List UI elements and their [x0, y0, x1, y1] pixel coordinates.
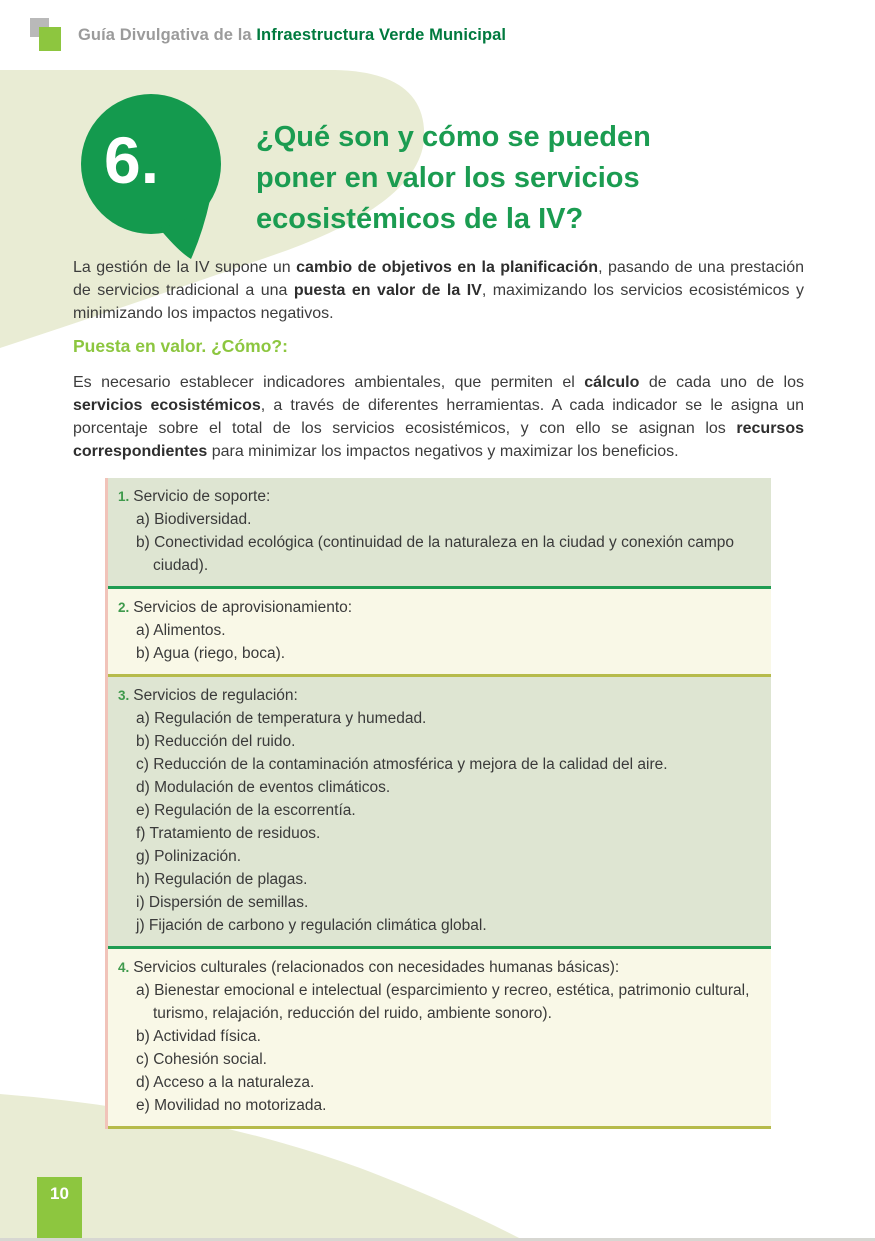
section-number: 2.	[118, 600, 130, 615]
section-title	[118, 596, 757, 619]
service-item: e) Regulación de la escorrentía.	[136, 802, 356, 819]
guide-title-prefix: Guía Divulgativa de la	[78, 25, 257, 44]
subheading-puesta-en-valor: Puesta en valor. ¿Cómo?:	[73, 336, 288, 356]
service-item: i) Dispersión de semillas.	[136, 894, 309, 911]
section-number: 3.	[118, 688, 130, 703]
service-item: e) Movilidad no motorizada.	[136, 1097, 327, 1114]
section-number: 1.	[118, 489, 130, 504]
chapter-title-line-1: ¿Qué son y cómo se pueden	[256, 121, 651, 153]
service-item: c) Cohesión social.	[136, 1051, 267, 1068]
guide-logo-icon	[30, 16, 66, 54]
guide-title-main: Infraestructura Verde Municipal	[256, 25, 507, 44]
service-item: b) Reducción del ruido.	[136, 733, 296, 750]
section-title-text: Servicios de aprovisionamiento:	[133, 599, 353, 616]
chapter-title	[256, 117, 651, 240]
service-item: a) Alimentos.	[136, 622, 226, 639]
section-title-text: Servicio de soporte:	[133, 488, 271, 505]
service-item: a) Regulación de temperatura y humedad.	[136, 710, 427, 727]
service-section-3	[108, 677, 771, 946]
service-item: b) Conectividad ecológica (continuidad de la naturaleza en la ciudad y conexión campo ciudad).	[136, 534, 734, 574]
chapter-title-line-3: ecosistémicos de la IV?	[256, 203, 584, 235]
page-number-badge	[37, 1177, 82, 1241]
service-item: f) Tratamiento de residuos.	[136, 825, 321, 842]
service-item: g) Polinización.	[136, 848, 242, 865]
service-item: a) Biodiversidad.	[136, 511, 252, 528]
section-number: 4.	[118, 960, 130, 975]
service-item: j) Fijación de carbono y regulación climática global.	[136, 917, 487, 934]
guide-title	[78, 26, 506, 45]
indicators-paragraph: Es necesario establecer indicadores ambientales, que permiten el cálculo de cada uno de los servicios ecosistémicos, a través de diferentes herramientas. A cada indicador se le asigna un porcentaje sobre el total de los servicios ecosistémicos, y con ello se asignan los recursos correspondientes para minimizar los impactos negativos y maximizar los beneficios.	[73, 374, 805, 460]
section-divider-olive	[108, 1126, 771, 1129]
service-section-1	[108, 478, 771, 586]
chapter-title-line-2: poner en valor los servicios	[256, 162, 640, 194]
section-title	[118, 684, 757, 707]
section-title	[118, 485, 757, 508]
service-item: b) Agua (riego, boca).	[136, 645, 286, 662]
section-title-text: Servicios culturales (relacionados con necesidades humanas básicas):	[133, 959, 620, 976]
logo-green-square	[39, 27, 61, 51]
service-item: b) Actividad física.	[136, 1028, 261, 1045]
service-section-4	[108, 949, 771, 1126]
intro-paragraph: La gestión de la IV supone un cambio de objetivos en la planificación, pasando de una prestación de servicios tradicional a una puesta en valor de la IV, maximizando los servicios ecosistémicos y minimizando los impactos negativos.	[73, 259, 805, 322]
service-item: c) Reducción de la contaminación atmosférica y mejora de la calidad del aire.	[136, 756, 668, 773]
service-section-2	[108, 589, 771, 674]
services-table	[105, 478, 771, 1129]
service-item: d) Modulación de eventos climáticos.	[136, 779, 391, 796]
section-title-text: Servicios de regulación:	[133, 687, 298, 704]
service-item: h) Regulación de plagas.	[136, 871, 308, 888]
chapter-number-bubble	[79, 92, 227, 266]
service-item: a) Bienestar emocional e intelectual (esparcimiento y recreo, estética, patrimonio cultural, turismo, relajación, reducción del ruido, ambiente sonoro).	[136, 982, 750, 1022]
section-title	[118, 956, 757, 979]
chapter-number: 6.	[104, 123, 160, 197]
service-item: d) Acceso a la naturaleza.	[136, 1074, 315, 1091]
page-number: 10	[50, 1184, 69, 1203]
page-header	[30, 16, 506, 54]
